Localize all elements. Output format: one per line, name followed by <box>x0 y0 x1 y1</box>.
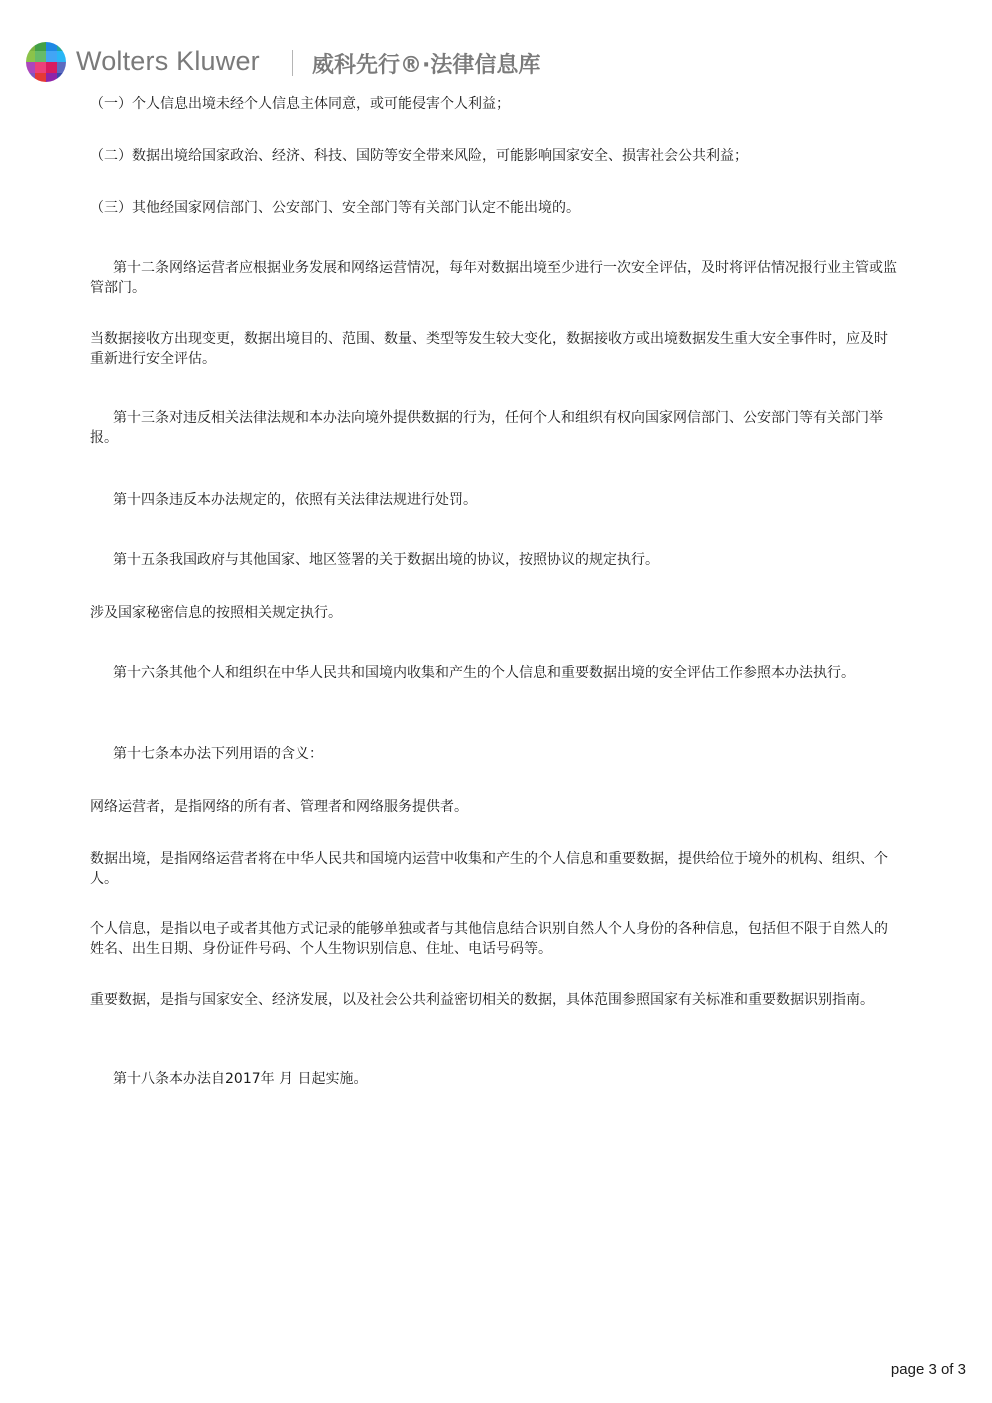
article-16: 第十六条其他个人和组织在中华人民共和国境内收集和产生的个人信息和重要数据出境的安全评估工作参照本办法执行。 <box>113 665 855 681</box>
brand-chinese-name: 威科先行®·法律信息库 <box>312 53 541 78</box>
clause-item-3: （三）其他经国家网信部门、公安部门、安全部门等有关部门认定不能出境的。 <box>90 200 580 216</box>
article-12: 第十二条网络运营者应根据业务发展和网络运营情况，每年对数据出境至少进行一次安全评估，及时将评估情况报行业主管或监管部门。 <box>90 260 897 296</box>
clause-item-1: （一）个人信息出境未经个人信息主体同意，或可能侵害个人利益； <box>90 96 510 112</box>
definition-personal-info: 个人信息，是指以电子或者其他方式记录的能够单独或者与其他信息结合识别自然人个人身份的各种信息，包括但不限于自然人的姓名、出生日期、身份证件号码、个人生物识别信息、住址、电话号码等。 <box>90 921 888 957</box>
article-15: 第十五条我国政府与其他国家、地区签署的关于数据出境的协议，按照协议的规定执行。 <box>113 552 659 568</box>
article-14: 第十四条违反本办法规定的，依照有关法律法规进行处罚。 <box>113 492 477 508</box>
definition-important-data: 重要数据，是指与国家安全、经济发展，以及社会公共利益密切相关的数据，具体范围参照国家有关标准和重要数据识别指南。 <box>90 992 874 1008</box>
article-17: 第十七条本办法下列用语的含义： <box>113 746 323 762</box>
definition-data-export: 数据出境，是指网络运营者将在中华人民共和国境内运营中收集和产生的个人信息和重要数据，提供给位于境外的机构、组织、个人。 <box>90 851 888 887</box>
brand-name: Wolters Kluwer <box>76 46 260 76</box>
page-number: page 3 of 3 <box>890 1361 966 1378</box>
clause-item-2: （二）数据出境给国家政治、经济、科技、国防等安全带来风险，可能影响国家安全、损害社会公共利益； <box>90 148 748 164</box>
page-header <box>24 40 624 84</box>
wolters-kluwer-logo-icon <box>24 40 68 84</box>
definition-network-operator: 网络运营者，是指网络的所有者、管理者和网络服务提供者。 <box>90 799 468 815</box>
article-12-para-2: 当数据接收方出现变更，数据出境目的、范围、数量、类型等发生较大变化，数据接收方或出境数据发生重大安全事件时，应及时重新进行安全评估。 <box>90 331 888 367</box>
article-18: 第十八条本办法自2017年 月 日起实施。 <box>113 1071 368 1087</box>
brand-divider <box>292 50 293 76</box>
article-13: 第十三条对违反相关法律法规和本办法向境外提供数据的行为，任何个人和组织有权向国家网信部门、公安部门等有关部门举报。 <box>90 410 883 446</box>
article-15-para-2: 涉及国家秘密信息的按照相关规定执行。 <box>90 605 342 621</box>
